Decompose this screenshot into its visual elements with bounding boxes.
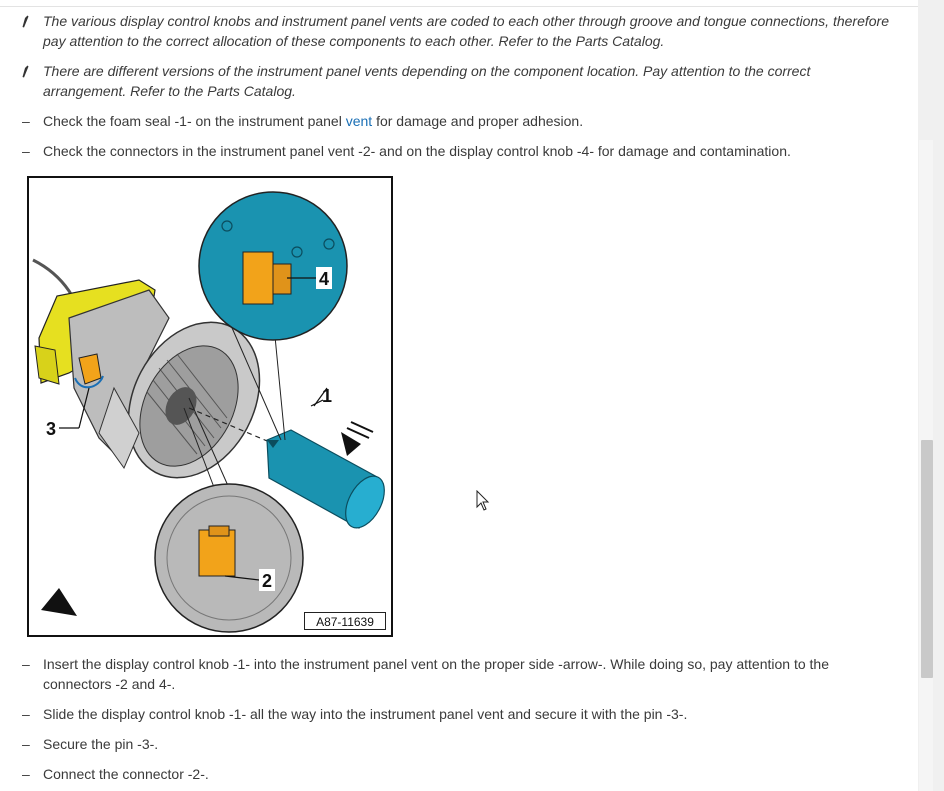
figure-id-label: A87-11639 (304, 612, 386, 630)
callout-1: 1 (321, 386, 333, 406)
step-secure-pin: Secure the pin -3-. (43, 736, 159, 752)
insert-arrow-icon (341, 432, 361, 456)
connector-4 (243, 252, 273, 304)
step-slide-knob: Slide the display control knob -1- all the way into the instrument panel vent and secure it with the pin -3-. (43, 706, 688, 722)
connector-2 (199, 530, 235, 576)
step-dash: – (22, 143, 30, 159)
callout-3: 3 (45, 419, 57, 439)
vent-link[interactable]: vent (345, 113, 373, 129)
note-2-line-2: arrangement. Refer to the Parts Catalog. (43, 83, 296, 99)
step-text: for damage and proper adhesion. (372, 113, 584, 129)
step-dash: – (22, 736, 30, 752)
step-dash: – (22, 113, 30, 129)
note-bullet-icon (22, 15, 29, 28)
callout-4: 4 (318, 269, 330, 289)
step-dash: – (22, 766, 30, 782)
note-1-line-2: pay attention to the correct allocation of these components to each other. Refer to the Parts Catalog. (43, 33, 665, 49)
step-dash: – (22, 706, 30, 722)
step-text: Check the foam seal -1- on the instrument panel (43, 113, 346, 129)
step-connect-connector: Connect the connector -2-. (43, 766, 209, 782)
note-bullet-icon (22, 65, 29, 78)
step-check-foam-seal (43, 111, 583, 131)
step-insert-knob-line-1: Insert the display control knob -1- into the instrument panel vent on the proper side -arrow-. While doing so, pay attention to the (43, 656, 829, 672)
step-check-connectors: Check the connectors in the instrument panel vent -2- and on the display control knob -4- for damage and contamination. (43, 143, 791, 159)
view-direction-icon (41, 588, 77, 616)
note-2-line-1: There are different versions of the instrument panel vents depending on the component location. Pay attention to the correct (43, 63, 811, 79)
mouse-cursor-icon (476, 490, 490, 512)
step-dash: – (22, 656, 30, 672)
callout-2: 2 (261, 571, 273, 591)
vent-illustration (29, 178, 391, 635)
step-insert-knob-line-2: connectors -2 and 4-. (43, 676, 176, 692)
note-1-line-1: The various display control knobs and instrument panel vents are coded to each other through groove and tongue connections, therefore (43, 13, 889, 29)
scrollbar-thumb[interactable] (921, 440, 933, 678)
illustration-figure (27, 176, 393, 637)
